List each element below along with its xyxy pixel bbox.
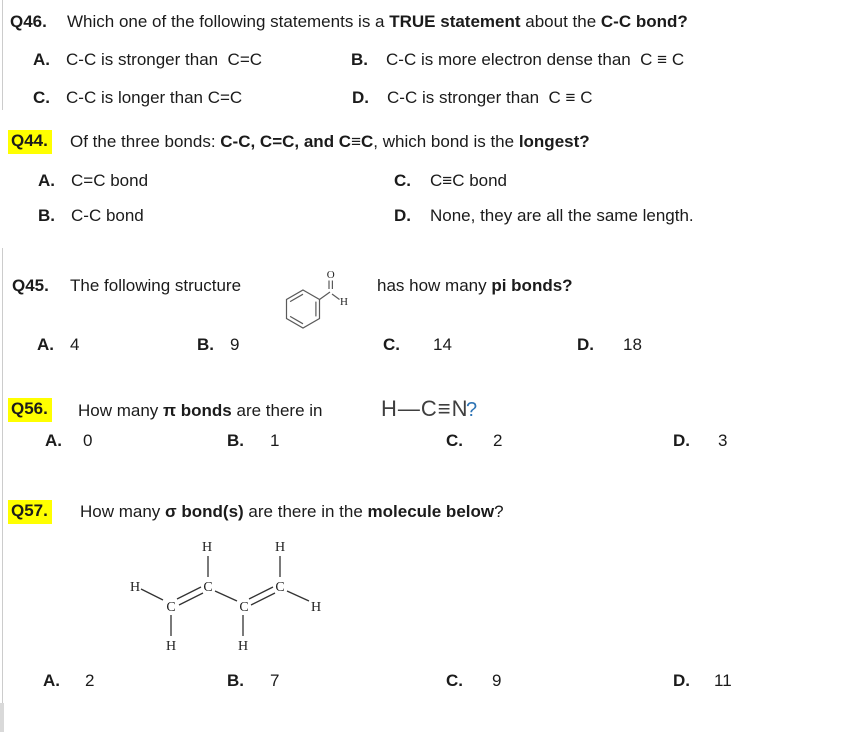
option-b-label: B. (227, 431, 244, 450)
atom-label-h: H (310, 600, 322, 615)
option-a-label: A. (33, 50, 50, 69)
option-c-text: C-C is longer than C=C (66, 88, 243, 107)
butadiene-structure (118, 537, 333, 662)
option-c-text: C≡C bond (430, 171, 508, 190)
option-c-label: C. (446, 431, 463, 450)
option-d-text: 3 (718, 431, 728, 450)
prompt-text: Which one of the following statements is a (67, 12, 390, 31)
question-prompt-left (70, 276, 241, 296)
question-prompt (67, 12, 688, 32)
prompt-text: The following structure (70, 276, 242, 295)
atom-label-c: C (239, 600, 249, 615)
option-c-text: 9 (492, 671, 502, 690)
prompt-text: ? (494, 502, 504, 521)
option-b-label: B. (38, 206, 55, 225)
prompt-text: are there in (231, 401, 328, 420)
option-c-label: C. (383, 335, 400, 354)
atom-label-h: H (237, 639, 249, 654)
question-number-highlighted: Q44. (8, 130, 52, 154)
option-d-text: C-C is stronger than C ≡ C (387, 88, 593, 107)
prompt-text-bold: σ bond(s) (165, 502, 244, 521)
option-a-label: A. (38, 171, 55, 190)
prompt-text-bold: C-C, C=C, and C≡C (220, 132, 374, 151)
prompt-text-bold: pi bonds? (491, 276, 573, 295)
atom-label-h: H (201, 540, 213, 555)
atom-label-hydrogen: H (340, 296, 348, 308)
prompt-text-bold: TRUE statement (389, 12, 521, 31)
option-b-text: 7 (270, 671, 280, 690)
question-number-highlighted: Q57. (8, 500, 52, 524)
prompt-text: about the (520, 12, 601, 31)
option-c-label: C. (446, 671, 463, 690)
option-d-text: 18 (623, 335, 642, 354)
option-a-text: C=C bond (71, 171, 149, 190)
question-prompt (78, 401, 327, 421)
option-d-text: None, they are all the same length. (430, 206, 694, 225)
prompt-text: has how many (377, 276, 492, 295)
question-prompt (80, 502, 504, 522)
option-b-text: C-C bond (71, 206, 144, 225)
option-b-label: B. (227, 671, 244, 690)
option-a-text: C-C is stronger than C=C (66, 50, 263, 69)
option-c-label: C. (33, 88, 50, 107)
option-b-text: 1 (270, 431, 280, 450)
question-prompt (70, 132, 590, 152)
prompt-text-bold: molecule below (367, 502, 495, 521)
option-a-label: A. (43, 671, 60, 690)
page-border-left-top (2, 0, 3, 110)
option-b-label: B. (197, 335, 214, 354)
atom-label-h: H (274, 540, 286, 555)
prompt-text: How many (80, 502, 166, 521)
option-d-label: D. (394, 206, 411, 225)
atom-label-c: C (166, 600, 176, 615)
option-d-label: D. (352, 88, 369, 107)
option-a-label: A. (37, 335, 54, 354)
atom-label-oxygen: O (326, 269, 335, 281)
option-a-text: 0 (83, 431, 93, 450)
option-a-label: A. (45, 431, 62, 450)
option-d-label: D. (577, 335, 594, 354)
option-d-label: D. (673, 671, 690, 690)
option-c-text: 14 (433, 335, 452, 354)
question-number: Q45. (12, 276, 49, 295)
prompt-text-bold: C-C bond? (600, 12, 688, 31)
atom-label-h: H (165, 639, 177, 654)
option-b-text: 9 (230, 335, 240, 354)
option-b-label: B. (351, 50, 368, 69)
question-mark: ? (466, 399, 478, 421)
atom-label-h: H (129, 580, 141, 595)
option-c-label: C. (394, 171, 411, 190)
chemical-formula-hcn: H—C≡N (381, 396, 469, 421)
option-a-text: 4 (70, 335, 80, 354)
option-c-text: 2 (493, 431, 503, 450)
benzaldehyde-structure (283, 259, 367, 333)
atom-label-c: C (275, 580, 285, 595)
prompt-text-bold: longest? (518, 132, 590, 151)
option-b-text: C-C is more electron dense than C ≡ C (386, 50, 685, 69)
option-d-label: D. (673, 431, 690, 450)
prompt-text: , which bond is the (373, 132, 519, 151)
question-number: Q46. (10, 12, 47, 31)
question-number-highlighted: Q56. (8, 398, 52, 422)
prompt-text: How many (78, 401, 164, 420)
page-border-left-bottom (2, 248, 3, 703)
atom-label-c: C (203, 580, 213, 595)
prompt-text-bold: π bonds (163, 401, 232, 420)
prompt-text: Of the three bonds: (70, 132, 221, 151)
option-d-text: 11 (714, 671, 732, 690)
option-a-text: 2 (85, 671, 95, 690)
page-border-left-foot (0, 703, 4, 732)
prompt-text: are there in the (243, 502, 368, 521)
question-prompt-right (377, 276, 573, 296)
